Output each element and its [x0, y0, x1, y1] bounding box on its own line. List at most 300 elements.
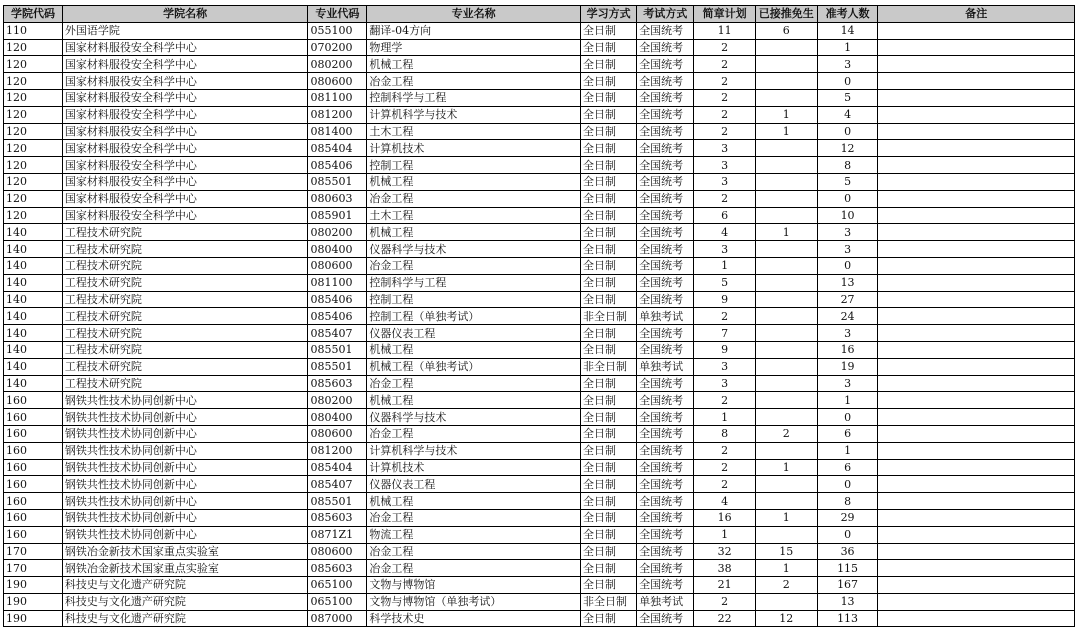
study-mode-cell: 全日制 [580, 140, 636, 157]
major-code-cell: 081200 [308, 106, 367, 123]
exam-mode-cell: 全国统考 [637, 425, 694, 442]
admissions-table [3, 5, 1075, 627]
study-mode-cell: 全日制 [580, 291, 636, 308]
remarks-cell [878, 610, 1075, 627]
major-name-cell: 文物与博物馆（单独考试） [367, 593, 581, 610]
col-header-college-code: 学院代码 [4, 6, 63, 23]
college-code-cell: 160 [4, 425, 63, 442]
major-code-cell: 081100 [308, 274, 367, 291]
college-code-cell: 190 [4, 610, 63, 627]
college-code-cell: 140 [4, 241, 63, 258]
exam-mode-cell: 全国统考 [637, 89, 694, 106]
plan-cell: 8 [694, 425, 756, 442]
major-code-cell: 085501 [308, 173, 367, 190]
study-mode-cell: 全日制 [580, 425, 636, 442]
admitted-cell: 10 [817, 207, 878, 224]
table-row [4, 257, 1075, 274]
college-code-cell: 170 [4, 543, 63, 560]
col-header-recommended: 已接推免生 [755, 6, 817, 23]
plan-cell: 2 [694, 476, 756, 493]
plan-cell: 3 [694, 173, 756, 190]
college-code-cell: 160 [4, 409, 63, 426]
college-code-cell: 120 [4, 123, 63, 140]
exam-mode-cell: 全国统考 [637, 560, 694, 577]
college-name-cell: 工程技术研究院 [62, 291, 308, 308]
college-code-cell: 140 [4, 224, 63, 241]
major-code-cell: 065100 [308, 593, 367, 610]
remarks-cell [878, 274, 1075, 291]
plan-cell: 16 [694, 509, 756, 526]
admitted-cell: 0 [817, 123, 878, 140]
recommended-cell [755, 325, 817, 342]
remarks-cell [878, 22, 1075, 39]
study-mode-cell: 全日制 [580, 526, 636, 543]
table-row [4, 123, 1075, 140]
table-row [4, 459, 1075, 476]
plan-cell: 3 [694, 358, 756, 375]
recommended-cell [755, 493, 817, 510]
major-code-cell: 085404 [308, 140, 367, 157]
exam-mode-cell: 全国统考 [637, 375, 694, 392]
college-name-cell: 国家材料服役安全科学中心 [62, 140, 308, 157]
remarks-cell [878, 224, 1075, 241]
col-header-exam-mode: 考试方式 [637, 6, 694, 23]
recommended-cell [755, 241, 817, 258]
major-name-cell: 冶金工程 [367, 543, 581, 560]
college-code-cell: 160 [4, 476, 63, 493]
college-code-cell: 140 [4, 291, 63, 308]
college-code-cell: 140 [4, 325, 63, 342]
major-name-cell: 控制工程 [367, 157, 581, 174]
admitted-cell: 0 [817, 476, 878, 493]
admitted-cell: 3 [817, 224, 878, 241]
exam-mode-cell: 全国统考 [637, 442, 694, 459]
major-code-cell: 085404 [308, 459, 367, 476]
table-row [4, 341, 1075, 358]
major-name-cell: 计算机科学与技术 [367, 106, 581, 123]
major-code-cell: 085603 [308, 375, 367, 392]
exam-mode-cell: 全国统考 [637, 157, 694, 174]
major-code-cell: 055100 [308, 22, 367, 39]
plan-cell: 9 [694, 291, 756, 308]
college-name-cell: 工程技术研究院 [62, 274, 308, 291]
plan-cell: 32 [694, 543, 756, 560]
remarks-cell [878, 560, 1075, 577]
college-name-cell: 钢铁冶金新技术国家重点实验室 [62, 560, 308, 577]
table-row [4, 560, 1075, 577]
table-row [4, 476, 1075, 493]
table-row [4, 22, 1075, 39]
admitted-cell: 29 [817, 509, 878, 526]
recommended-cell [755, 257, 817, 274]
admitted-cell: 6 [817, 459, 878, 476]
major-code-cell: 085603 [308, 509, 367, 526]
major-code-cell: 085603 [308, 560, 367, 577]
college-name-cell: 工程技术研究院 [62, 241, 308, 258]
major-name-cell: 计算机技术 [367, 140, 581, 157]
college-name-cell: 工程技术研究院 [62, 224, 308, 241]
study-mode-cell: 非全日制 [580, 593, 636, 610]
admitted-cell: 0 [817, 257, 878, 274]
study-mode-cell: 全日制 [580, 610, 636, 627]
exam-mode-cell: 全国统考 [637, 543, 694, 560]
exam-mode-cell: 全国统考 [637, 140, 694, 157]
study-mode-cell: 全日制 [580, 157, 636, 174]
college-code-cell: 120 [4, 73, 63, 90]
table-row [4, 89, 1075, 106]
table-row [4, 392, 1075, 409]
college-name-cell: 工程技术研究院 [62, 358, 308, 375]
admitted-cell: 3 [817, 241, 878, 258]
plan-cell: 3 [694, 241, 756, 258]
study-mode-cell: 全日制 [580, 459, 636, 476]
college-name-cell: 工程技术研究院 [62, 257, 308, 274]
plan-cell: 1 [694, 257, 756, 274]
study-mode-cell: 全日制 [580, 89, 636, 106]
college-name-cell: 国家材料服役安全科学中心 [62, 56, 308, 73]
recommended-cell: 1 [755, 123, 817, 140]
remarks-cell [878, 89, 1075, 106]
recommended-cell: 1 [755, 106, 817, 123]
major-name-cell: 冶金工程 [367, 257, 581, 274]
major-code-cell: 081100 [308, 89, 367, 106]
college-code-cell: 110 [4, 22, 63, 39]
major-code-cell: 085406 [308, 308, 367, 325]
remarks-cell [878, 509, 1075, 526]
college-code-cell: 120 [4, 207, 63, 224]
major-name-cell: 机械工程（单独考试） [367, 358, 581, 375]
recommended-cell [755, 476, 817, 493]
study-mode-cell: 全日制 [580, 39, 636, 56]
college-code-cell: 190 [4, 593, 63, 610]
college-name-cell: 国家材料服役安全科学中心 [62, 73, 308, 90]
admitted-cell: 36 [817, 543, 878, 560]
college-code-cell: 140 [4, 375, 63, 392]
college-code-cell: 140 [4, 308, 63, 325]
admitted-cell: 14 [817, 22, 878, 39]
major-code-cell: 0871Z1 [308, 526, 367, 543]
table-row [4, 207, 1075, 224]
college-code-cell: 140 [4, 358, 63, 375]
admitted-cell: 19 [817, 358, 878, 375]
major-name-cell: 仪器仪表工程 [367, 325, 581, 342]
recommended-cell [755, 526, 817, 543]
table-row [4, 140, 1075, 157]
study-mode-cell: 全日制 [580, 325, 636, 342]
major-name-cell: 控制科学与工程 [367, 274, 581, 291]
admitted-cell: 0 [817, 190, 878, 207]
remarks-cell [878, 140, 1075, 157]
exam-mode-cell: 全国统考 [637, 39, 694, 56]
recommended-cell [755, 173, 817, 190]
exam-mode-cell: 全国统考 [637, 241, 694, 258]
header-row [4, 6, 1075, 23]
col-header-study-mode: 学习方式 [580, 6, 636, 23]
study-mode-cell: 全日制 [580, 257, 636, 274]
plan-cell: 21 [694, 577, 756, 594]
remarks-cell [878, 425, 1075, 442]
exam-mode-cell: 全国统考 [637, 577, 694, 594]
col-header-college-name: 学院名称 [62, 6, 308, 23]
exam-mode-cell: 全国统考 [637, 207, 694, 224]
college-name-cell: 工程技术研究院 [62, 341, 308, 358]
study-mode-cell: 全日制 [580, 224, 636, 241]
admitted-cell: 167 [817, 577, 878, 594]
major-name-cell: 物理学 [367, 39, 581, 56]
table-row [4, 493, 1075, 510]
table-row [4, 375, 1075, 392]
table-row [4, 106, 1075, 123]
remarks-cell [878, 123, 1075, 140]
college-code-cell: 120 [4, 190, 63, 207]
remarks-cell [878, 291, 1075, 308]
exam-mode-cell: 单独考试 [637, 358, 694, 375]
table-row [4, 425, 1075, 442]
college-code-cell: 140 [4, 341, 63, 358]
table-row [4, 274, 1075, 291]
study-mode-cell: 全日制 [580, 341, 636, 358]
table-row [4, 157, 1075, 174]
recommended-cell [755, 358, 817, 375]
study-mode-cell: 全日制 [580, 106, 636, 123]
plan-cell: 6 [694, 207, 756, 224]
college-code-cell: 120 [4, 140, 63, 157]
table-row [4, 358, 1075, 375]
recommended-cell [755, 207, 817, 224]
table-row [4, 173, 1075, 190]
remarks-cell [878, 257, 1075, 274]
recommended-cell: 2 [755, 425, 817, 442]
study-mode-cell: 全日制 [580, 577, 636, 594]
admitted-cell: 1 [817, 39, 878, 56]
study-mode-cell: 全日制 [580, 207, 636, 224]
college-name-cell: 国家材料服役安全科学中心 [62, 207, 308, 224]
plan-cell: 2 [694, 392, 756, 409]
admitted-cell: 3 [817, 56, 878, 73]
college-name-cell: 国家材料服役安全科学中心 [62, 190, 308, 207]
study-mode-cell: 非全日制 [580, 308, 636, 325]
major-code-cell: 080603 [308, 190, 367, 207]
plan-cell: 3 [694, 140, 756, 157]
plan-cell: 2 [694, 593, 756, 610]
study-mode-cell: 非全日制 [580, 358, 636, 375]
remarks-cell [878, 543, 1075, 560]
recommended-cell [755, 409, 817, 426]
major-code-cell: 070200 [308, 39, 367, 56]
admitted-cell: 5 [817, 89, 878, 106]
study-mode-cell: 全日制 [580, 409, 636, 426]
study-mode-cell: 全日制 [580, 476, 636, 493]
major-name-cell: 冶金工程 [367, 190, 581, 207]
major-code-cell: 065100 [308, 577, 367, 594]
recommended-cell [755, 341, 817, 358]
study-mode-cell: 全日制 [580, 375, 636, 392]
major-name-cell: 冶金工程 [367, 560, 581, 577]
college-code-cell: 120 [4, 39, 63, 56]
exam-mode-cell: 全国统考 [637, 73, 694, 90]
major-name-cell: 计算机技术 [367, 459, 581, 476]
study-mode-cell: 全日制 [580, 560, 636, 577]
college-code-cell: 160 [4, 526, 63, 543]
table-body [4, 22, 1075, 627]
admitted-cell: 1 [817, 392, 878, 409]
remarks-cell [878, 241, 1075, 258]
exam-mode-cell: 全国统考 [637, 22, 694, 39]
major-name-cell: 文物与博物馆 [367, 577, 581, 594]
college-name-cell: 钢铁共性技术协同创新中心 [62, 392, 308, 409]
exam-mode-cell: 全国统考 [637, 325, 694, 342]
major-name-cell: 土木工程 [367, 123, 581, 140]
admitted-cell: 27 [817, 291, 878, 308]
plan-cell: 2 [694, 106, 756, 123]
exam-mode-cell: 全国统考 [637, 56, 694, 73]
admitted-cell: 115 [817, 560, 878, 577]
recommended-cell: 1 [755, 509, 817, 526]
plan-cell: 3 [694, 157, 756, 174]
study-mode-cell: 全日制 [580, 392, 636, 409]
recommended-cell: 1 [755, 560, 817, 577]
college-name-cell: 钢铁共性技术协同创新中心 [62, 409, 308, 426]
col-header-major-code: 专业代码 [308, 6, 367, 23]
major-name-cell: 冶金工程 [367, 509, 581, 526]
college-code-cell: 120 [4, 89, 63, 106]
remarks-cell [878, 493, 1075, 510]
college-code-cell: 140 [4, 274, 63, 291]
college-name-cell: 外国语学院 [62, 22, 308, 39]
admitted-cell: 12 [817, 140, 878, 157]
exam-mode-cell: 全国统考 [637, 409, 694, 426]
college-name-cell: 钢铁冶金新技术国家重点实验室 [62, 543, 308, 560]
remarks-cell [878, 39, 1075, 56]
col-header-major-name: 专业名称 [367, 6, 581, 23]
recommended-cell [755, 593, 817, 610]
plan-cell: 2 [694, 39, 756, 56]
college-code-cell: 160 [4, 442, 63, 459]
recommended-cell [755, 39, 817, 56]
remarks-cell [878, 526, 1075, 543]
plan-cell: 1 [694, 409, 756, 426]
major-code-cell: 080600 [308, 425, 367, 442]
table-row [4, 56, 1075, 73]
study-mode-cell: 全日制 [580, 73, 636, 90]
remarks-cell [878, 375, 1075, 392]
study-mode-cell: 全日制 [580, 442, 636, 459]
plan-cell: 2 [694, 442, 756, 459]
major-name-cell: 机械工程 [367, 493, 581, 510]
college-name-cell: 钢铁共性技术协同创新中心 [62, 493, 308, 510]
major-code-cell: 081400 [308, 123, 367, 140]
college-name-cell: 钢铁共性技术协同创新中心 [62, 476, 308, 493]
table-row [4, 442, 1075, 459]
table-row [4, 224, 1075, 241]
recommended-cell [755, 190, 817, 207]
plan-cell: 7 [694, 325, 756, 342]
college-name-cell: 钢铁共性技术协同创新中心 [62, 459, 308, 476]
major-code-cell: 080600 [308, 257, 367, 274]
major-code-cell: 085407 [308, 325, 367, 342]
table-row [4, 526, 1075, 543]
recommended-cell [755, 308, 817, 325]
plan-cell: 4 [694, 224, 756, 241]
recommended-cell [755, 73, 817, 90]
remarks-cell [878, 325, 1075, 342]
exam-mode-cell: 全国统考 [637, 291, 694, 308]
college-name-cell: 工程技术研究院 [62, 375, 308, 392]
major-name-cell: 仪器科学与技术 [367, 241, 581, 258]
admitted-cell: 13 [817, 274, 878, 291]
admitted-cell: 3 [817, 325, 878, 342]
exam-mode-cell: 全国统考 [637, 190, 694, 207]
admitted-cell: 0 [817, 526, 878, 543]
college-code-cell: 140 [4, 257, 63, 274]
major-name-cell: 计算机科学与技术 [367, 442, 581, 459]
plan-cell: 2 [694, 308, 756, 325]
recommended-cell [755, 291, 817, 308]
recommended-cell [755, 442, 817, 459]
col-header-admitted: 准考人数 [817, 6, 878, 23]
table-row [4, 509, 1075, 526]
major-code-cell: 085407 [308, 476, 367, 493]
major-name-cell: 控制工程（单独考试） [367, 308, 581, 325]
plan-cell: 38 [694, 560, 756, 577]
remarks-cell [878, 577, 1075, 594]
college-name-cell: 国家材料服役安全科学中心 [62, 173, 308, 190]
recommended-cell [755, 375, 817, 392]
college-name-cell: 科技史与文化遗产研究院 [62, 610, 308, 627]
recommended-cell [755, 392, 817, 409]
major-name-cell: 控制工程 [367, 291, 581, 308]
remarks-cell [878, 593, 1075, 610]
admitted-cell: 0 [817, 409, 878, 426]
table-row [4, 577, 1075, 594]
admitted-cell: 4 [817, 106, 878, 123]
table-row [4, 543, 1075, 560]
college-name-cell: 国家材料服役安全科学中心 [62, 106, 308, 123]
exam-mode-cell: 全国统考 [637, 274, 694, 291]
college-code-cell: 160 [4, 459, 63, 476]
recommended-cell [755, 56, 817, 73]
remarks-cell [878, 157, 1075, 174]
exam-mode-cell: 全国统考 [637, 173, 694, 190]
major-code-cell: 085501 [308, 493, 367, 510]
college-code-cell: 120 [4, 106, 63, 123]
study-mode-cell: 全日制 [580, 543, 636, 560]
remarks-cell [878, 341, 1075, 358]
remarks-cell [878, 459, 1075, 476]
study-mode-cell: 全日制 [580, 274, 636, 291]
major-code-cell: 080200 [308, 56, 367, 73]
plan-cell: 2 [694, 89, 756, 106]
exam-mode-cell: 全国统考 [637, 257, 694, 274]
plan-cell: 11 [694, 22, 756, 39]
study-mode-cell: 全日制 [580, 190, 636, 207]
exam-mode-cell: 单独考试 [637, 308, 694, 325]
admitted-cell: 6 [817, 425, 878, 442]
table-row [4, 291, 1075, 308]
plan-cell: 2 [694, 56, 756, 73]
major-code-cell: 085406 [308, 157, 367, 174]
recommended-cell: 12 [755, 610, 817, 627]
exam-mode-cell: 全国统考 [637, 476, 694, 493]
study-mode-cell: 全日制 [580, 493, 636, 510]
table-row [4, 190, 1075, 207]
table-row [4, 241, 1075, 258]
major-code-cell: 085501 [308, 341, 367, 358]
table-row [4, 593, 1075, 610]
major-name-cell: 科学技术史 [367, 610, 581, 627]
major-name-cell: 冶金工程 [367, 375, 581, 392]
major-code-cell: 080400 [308, 409, 367, 426]
